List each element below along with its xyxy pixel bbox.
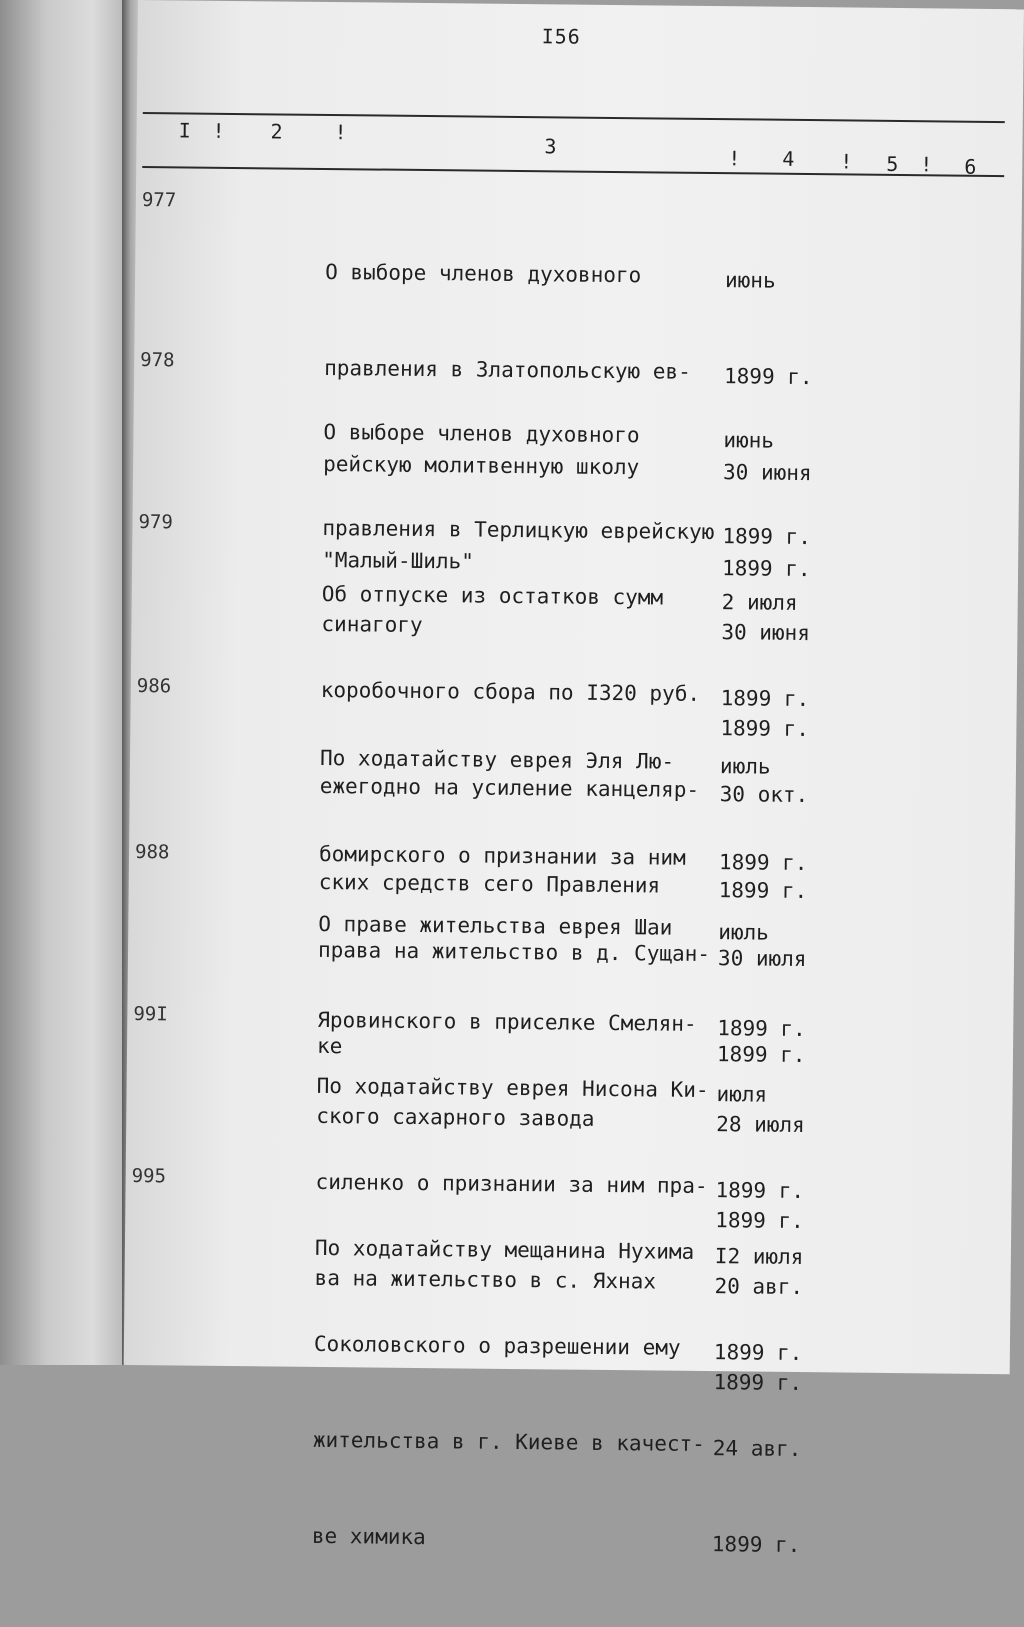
column-separator: ! bbox=[212, 118, 225, 143]
column-header: 2 bbox=[270, 119, 283, 144]
document-page bbox=[124, 0, 1024, 1558]
title-line: Яровинского в приселке Смелян- bbox=[317, 1007, 697, 1036]
entry-dates bbox=[711, 1176, 804, 1625]
date-line: 1899 г. bbox=[718, 850, 808, 876]
date-line: 20 авг. bbox=[714, 1274, 804, 1300]
entry-number: 978 bbox=[140, 349, 175, 372]
date-line: 1899 г. bbox=[722, 524, 812, 550]
title-line: ве химика bbox=[311, 1523, 426, 1550]
date-line: июль bbox=[718, 920, 769, 945]
title-line: ва на жительство в с. Яхнах bbox=[314, 1265, 657, 1294]
title-line: По ходатайству мещанина Нухима bbox=[314, 1235, 695, 1264]
entry-number: 979 bbox=[138, 511, 173, 534]
column-header: 6 bbox=[964, 154, 977, 179]
entry-number: 995 bbox=[131, 1164, 167, 1188]
title-line: По ходатайству еврея Эля Лю- bbox=[319, 745, 675, 774]
title-line: "Малый-Шиль" bbox=[322, 547, 474, 574]
date-line: 1899 г. bbox=[716, 1042, 806, 1068]
date-line: 1899 г. bbox=[720, 716, 810, 742]
date-line: 28 июля bbox=[716, 1112, 805, 1138]
date-line: июля bbox=[716, 1082, 768, 1107]
date-line: 1899 г. bbox=[723, 364, 813, 390]
header-rule-bottom bbox=[142, 166, 1004, 177]
date-line: 1899 г. bbox=[721, 556, 811, 582]
title-line: правления в Златопольскую ев- bbox=[324, 355, 691, 384]
date-line: 1899 г. bbox=[717, 1016, 806, 1042]
title-line: бомирского о признании за ним bbox=[318, 841, 686, 870]
column-header: 5 bbox=[886, 151, 899, 176]
date-line: 1899 г. bbox=[720, 686, 810, 712]
date-line: июнь bbox=[723, 428, 775, 453]
title-line: О выборе членов духовного bbox=[323, 419, 640, 448]
entry-title bbox=[311, 1168, 708, 1620]
column-separator: ! bbox=[334, 120, 347, 145]
date-line: 24 авг. bbox=[712, 1436, 802, 1462]
title-line: По ходатайству еврея Нисона Ки- bbox=[316, 1073, 709, 1103]
date-line: I2 июля bbox=[714, 1244, 804, 1270]
title-line: О выборе членов духовного bbox=[325, 259, 642, 288]
title-line: Об отпуске из остатков сумм bbox=[321, 581, 664, 610]
title-line: ского сахарного завода bbox=[316, 1103, 595, 1131]
column-header: I bbox=[178, 118, 191, 143]
title-line: правления в Терлицкую еврейскую bbox=[322, 515, 715, 545]
date-line: 1899 г. bbox=[713, 1370, 803, 1396]
date-line: 30 июня bbox=[722, 460, 812, 486]
title-line: О праве жительства еврея Шаи bbox=[318, 911, 673, 940]
date-line: июль bbox=[719, 754, 771, 779]
entry-number: 977 bbox=[141, 189, 177, 212]
title-line: Соколовского о разрешении ему bbox=[313, 1331, 681, 1360]
entry-number: 99I bbox=[133, 1003, 168, 1026]
title-line: синагогу bbox=[321, 611, 423, 638]
entry-number: 986 bbox=[136, 675, 172, 698]
column-separator: ! bbox=[920, 152, 933, 177]
date-line: 30 июля bbox=[717, 946, 807, 972]
entry-number: 988 bbox=[134, 841, 170, 864]
page-number: I56 bbox=[541, 24, 581, 49]
column-separator: ! bbox=[728, 146, 741, 171]
date-line: 1899 г. bbox=[715, 1208, 804, 1234]
title-line: рейскую молитвенную школу bbox=[323, 451, 640, 480]
title-line: права на жительство в д. Сущан- bbox=[317, 937, 711, 967]
date-line: 1899 г. bbox=[718, 878, 808, 904]
column-separator: ! bbox=[840, 149, 853, 174]
date-line: 1899 г. bbox=[715, 1178, 805, 1204]
title-line: ежегодно на усиление канцеляр- bbox=[319, 773, 700, 802]
title-line: жительства в г. Киеве в качест- bbox=[312, 1427, 705, 1457]
date-line: июнь bbox=[724, 268, 776, 293]
title-line: ских средств сего Правления bbox=[318, 869, 661, 898]
title-line: ке bbox=[316, 1033, 343, 1059]
date-line: 1899 г. bbox=[711, 1532, 801, 1558]
date-line: 1899 г. bbox=[713, 1340, 803, 1366]
date-line: 30 июня bbox=[721, 620, 811, 646]
column-header: 3 bbox=[544, 134, 557, 159]
title-line: коробочного сбора по I320 руб. bbox=[320, 677, 701, 706]
column-header: 4 bbox=[782, 146, 795, 171]
date-line: 2 июля bbox=[721, 590, 798, 615]
facing-page bbox=[0, 0, 132, 1365]
date-line: 30 окт. bbox=[719, 782, 809, 808]
title-line: силенко о признании за ним пра- bbox=[315, 1169, 708, 1199]
